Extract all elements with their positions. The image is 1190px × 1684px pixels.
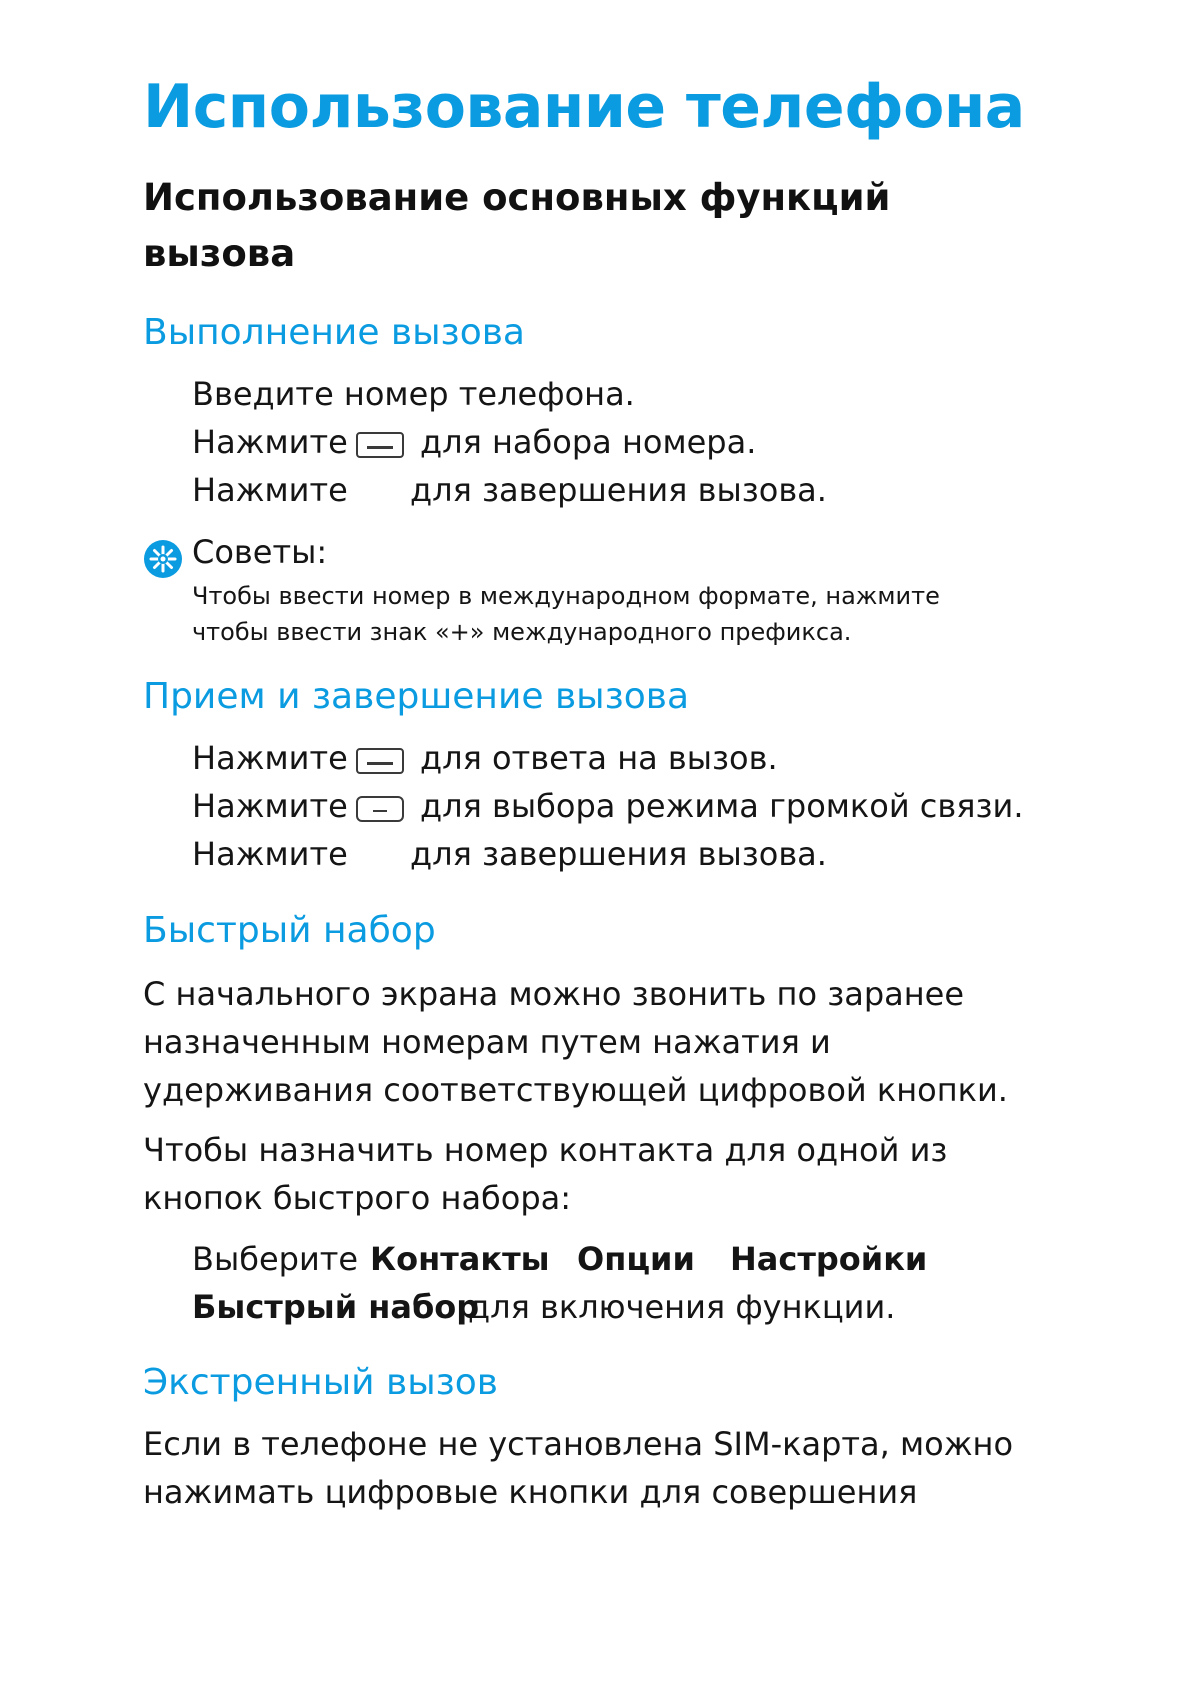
menu-contacts — [370, 1240, 550, 1278]
menu-contacts-label: Контакты — [370, 1240, 550, 1278]
answer-call-step-1-press: Нажмите — [192, 739, 348, 777]
emergency-heading: Экстренный вызов — [143, 1362, 499, 1403]
tips-line-1: Чтобы ввести номер в международном формате, нажмите — [192, 582, 940, 610]
emergency-line2: нажимать цифровые кнопки для совершения — [143, 1473, 918, 1511]
make-call-step-2-press: Нажмите — [192, 423, 348, 461]
answer-call-step-2-press: Нажмите — [192, 787, 348, 825]
menu-speed-dial — [192, 1288, 479, 1326]
speed-dial-para2-line2: кнопок быстрого набора: — [143, 1179, 572, 1217]
answer-call-step-3-rest: для завершения вызова. — [410, 835, 827, 873]
menu-options-label: Опции — [577, 1240, 695, 1278]
make-call-step-3-rest: для завершения вызова. — [410, 471, 827, 509]
tip-icon — [143, 539, 183, 579]
emergency-line1: Если в телефоне не установлена SIM-карта, можно — [143, 1425, 1014, 1463]
answer-call-step-2-rest: для выбора режима громкой связи. — [420, 787, 1024, 825]
section-heading-line2: вызова — [143, 232, 296, 275]
call-key-icon — [356, 432, 404, 458]
menu-options — [577, 1240, 695, 1278]
soft-key-icon — [356, 796, 404, 822]
speed-dial-para1-line1: С начального экрана можно звонить по заранее — [143, 975, 965, 1013]
make-call-heading: Выполнение вызова — [143, 312, 525, 353]
tips-line-2: чтобы ввести знак «+» международного префикса. — [192, 618, 852, 646]
speed-dial-para2-line1: Чтобы назначить номер контакта для одной из — [143, 1131, 948, 1169]
make-call-step-3-press: Нажмите — [192, 471, 348, 509]
speed-dial-step-rest: для включения функции. — [468, 1288, 896, 1326]
tips-label: Советы: — [192, 533, 328, 571]
menu-speed-dial-label: Быстрый набор — [192, 1288, 480, 1326]
speed-dial-para1-line2: назначенным номерам путем нажатия и — [143, 1023, 831, 1061]
call-key-icon — [356, 748, 404, 774]
speed-dial-para1-line3: удерживания соответствующей цифровой кнопки. — [143, 1071, 1008, 1109]
make-call-step-1: Введите номер телефона. — [192, 375, 635, 413]
page-title: Использование телефона — [143, 72, 1025, 142]
speed-dial-step-select: Выберите — [192, 1240, 359, 1278]
section-heading-line1: Использование основных функций — [143, 176, 891, 219]
answer-call-step-3-press: Нажмите — [192, 835, 348, 873]
answer-call-heading: Прием и завершение вызова — [143, 676, 690, 717]
answer-call-step-1-rest: для ответа на вызов. — [420, 739, 778, 777]
make-call-step-2-rest: для набора номера. — [420, 423, 757, 461]
menu-settings-label: Настройки — [730, 1240, 928, 1278]
menu-settings — [730, 1240, 927, 1278]
speed-dial-heading: Быстрый набор — [143, 910, 436, 951]
